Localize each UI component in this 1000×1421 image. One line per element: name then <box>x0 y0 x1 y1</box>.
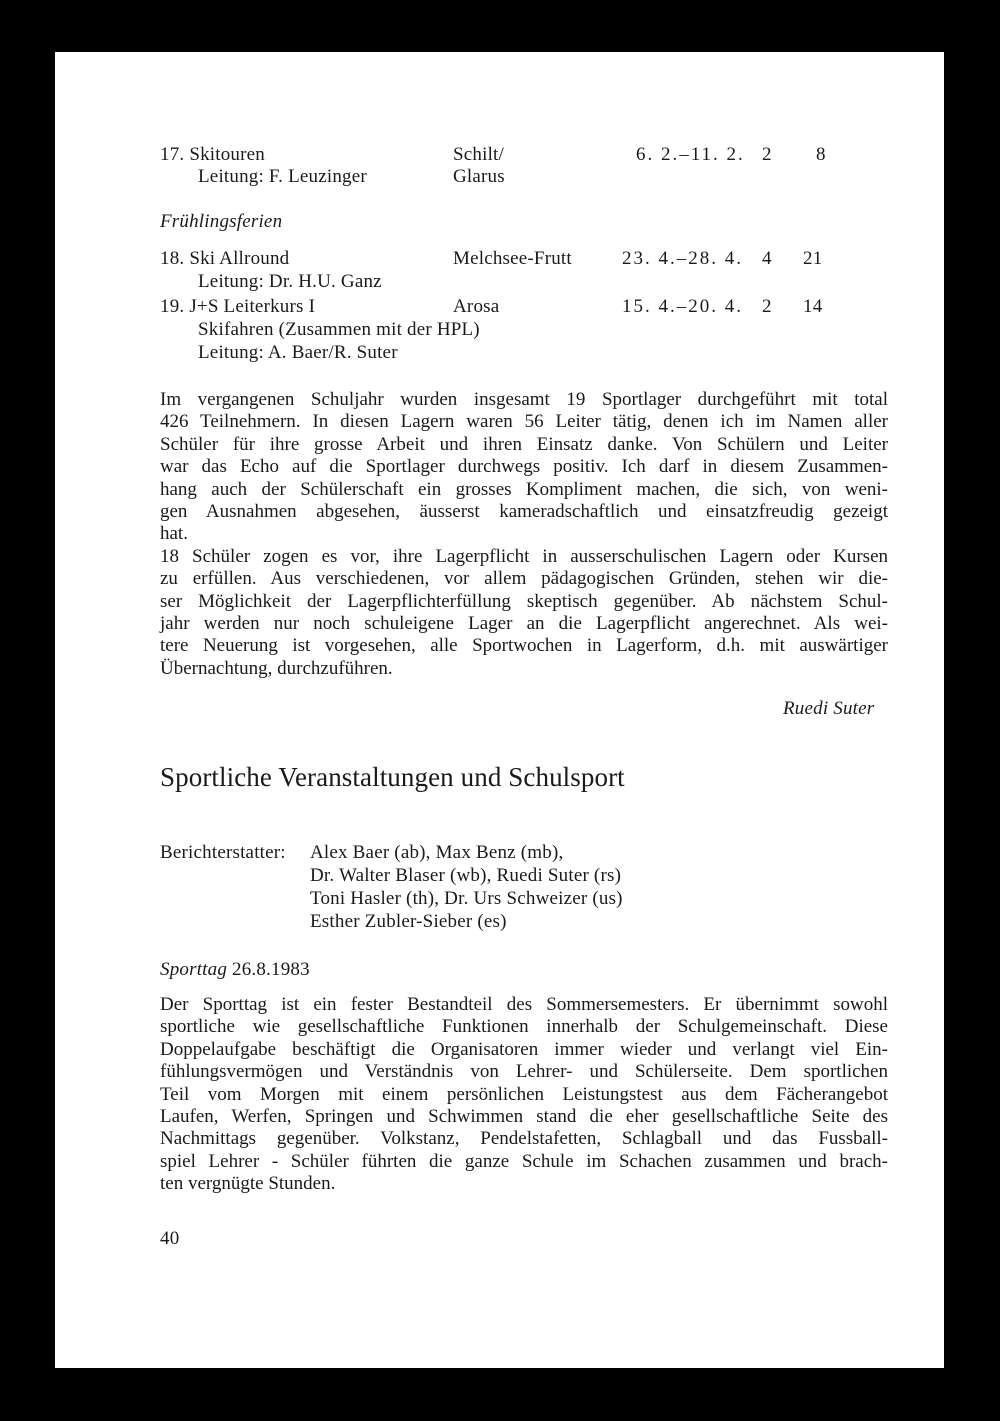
camp-18-leaders: 4 <box>762 248 772 269</box>
reporters-line-1: Alex Baer (ab), Max Benz (mb), <box>310 842 564 863</box>
reporters-line-4: Esther Zubler-Sieber (es) <box>310 911 507 932</box>
camp-19-note: Skifahren (Zusammen mit der HPL) <box>198 319 480 340</box>
reporters-line-2: Dr. Walter Blaser (wb), Ruedi Suter (rs) <box>310 865 622 886</box>
camp-17-participants: 8 <box>816 144 826 165</box>
camp-17-leader: Leitung: F. Leuzinger <box>198 166 367 187</box>
section-label-fruehlingsferien: Frühlingsferien <box>160 211 283 232</box>
camp-17-place: Schilt/ <box>453 144 505 165</box>
sporttag-subheading: Sporttag 26.8.1983 <box>160 959 310 980</box>
camp-19-leader: Leitung: A. Baer/R. Suter <box>198 342 398 363</box>
camp-17-leaders: 2 <box>762 144 772 165</box>
camp-18-participants: 21 <box>803 248 823 269</box>
sporttag-paragraph: Der Sporttag ist ein fester Bestandteil des Sommersemesters. Er übernimmt sowohl sportliche wie gesellschaftliche Funktionen innerhalb der Schulgemeinschaft. Diese Doppelaufgabe beschäftigt die Organisatoren immer wieder und verlangt viel Ein- fühlungsvermögen und Verständnis von Lehrer- und Schülerseite. Dem sportlichen Teil vom Morgen mit einem persönlichen Leistungstest aus dem Fächerangebot Laufen, Werfen, Springen und Schwimmen stand die eher gesellschaftliche Seite des Nachmittags gegenüber. Volkstanz, Pendelstafetten, Schlagball und das Fussball- spiel Lehrer - Schüler führten die ganze Schule im Schachen zusammen und brach- ten vergnügte Stunden. <box>160 994 888 1195</box>
camp-19-date: 15. 4.–20. 4. <box>622 296 743 317</box>
camp-18-place: Melchsee-Frutt <box>453 248 572 269</box>
camp-17-place-2: Glarus <box>453 166 505 187</box>
camp-19-title: 19. J+S Leiterkurs I <box>160 296 316 317</box>
section-heading: Sportliche Veranstaltungen und Schulsport <box>160 762 625 792</box>
report-author: Ruedi Suter <box>783 698 875 719</box>
camp-18-leader: Leitung: Dr. H.U. Ganz <box>198 271 382 292</box>
camp-19-leaders: 2 <box>762 296 772 317</box>
reporters-label: Berichterstatter: <box>160 842 286 863</box>
camp-17-date: 6. 2.–11. 2. <box>636 144 745 165</box>
page-number: 40 <box>160 1228 180 1249</box>
camp-18-date: 23. 4.–28. 4. <box>622 248 743 269</box>
camp-19-place: Arosa <box>453 296 500 317</box>
camp-19-participants: 14 <box>803 296 823 317</box>
camp-18-title: 18. Ski Allround <box>160 248 290 269</box>
report-paragraph: Im vergangenen Schuljahr wurden insgesamt 19 Sportlager durchgeführt mit total 426 Teilnehmern. In diesen Lagern waren 56 Leiter tätig, denen ich im Namen aller Schüler für ihre grosse Arbeit und ihren Einsatz danke. Von Schülern und Leiter war das Echo auf die Sportlager durchwegs positiv. Ich darf in diesem Zusammen- hang auch der Schülerschaft ein grosses Kompliment machen, die sich, von weni- gen Ausnahmen abgesehen, äusserst kameradschaftlich und einsatzfreudig gezeigt hat. 18 Schüler zogen es vor, ihre Lagerpflicht in ausserschulischen Lagern oder Kursen zu erfüllen. Aus verschiedenen, vor allem pädagogischen Gründen, stehen wir die- ser Möglichkeit der Lagerpflichterfüllung skeptisch gegenüber. Ab nächstem Schul- jahr werden nur noch schuleigene Lager an die Lagerpflicht angerechnet. Als wei- tere Neuerung ist vorgesehen, alle Sportwochen in Lagerform, d.h. mit auswärtiger Übernachtung, durchzuführen. <box>160 389 888 679</box>
camp-17-title: 17. Skitouren <box>160 144 265 165</box>
reporters-line-3: Toni Hasler (th), Dr. Urs Schweizer (us) <box>310 888 623 909</box>
